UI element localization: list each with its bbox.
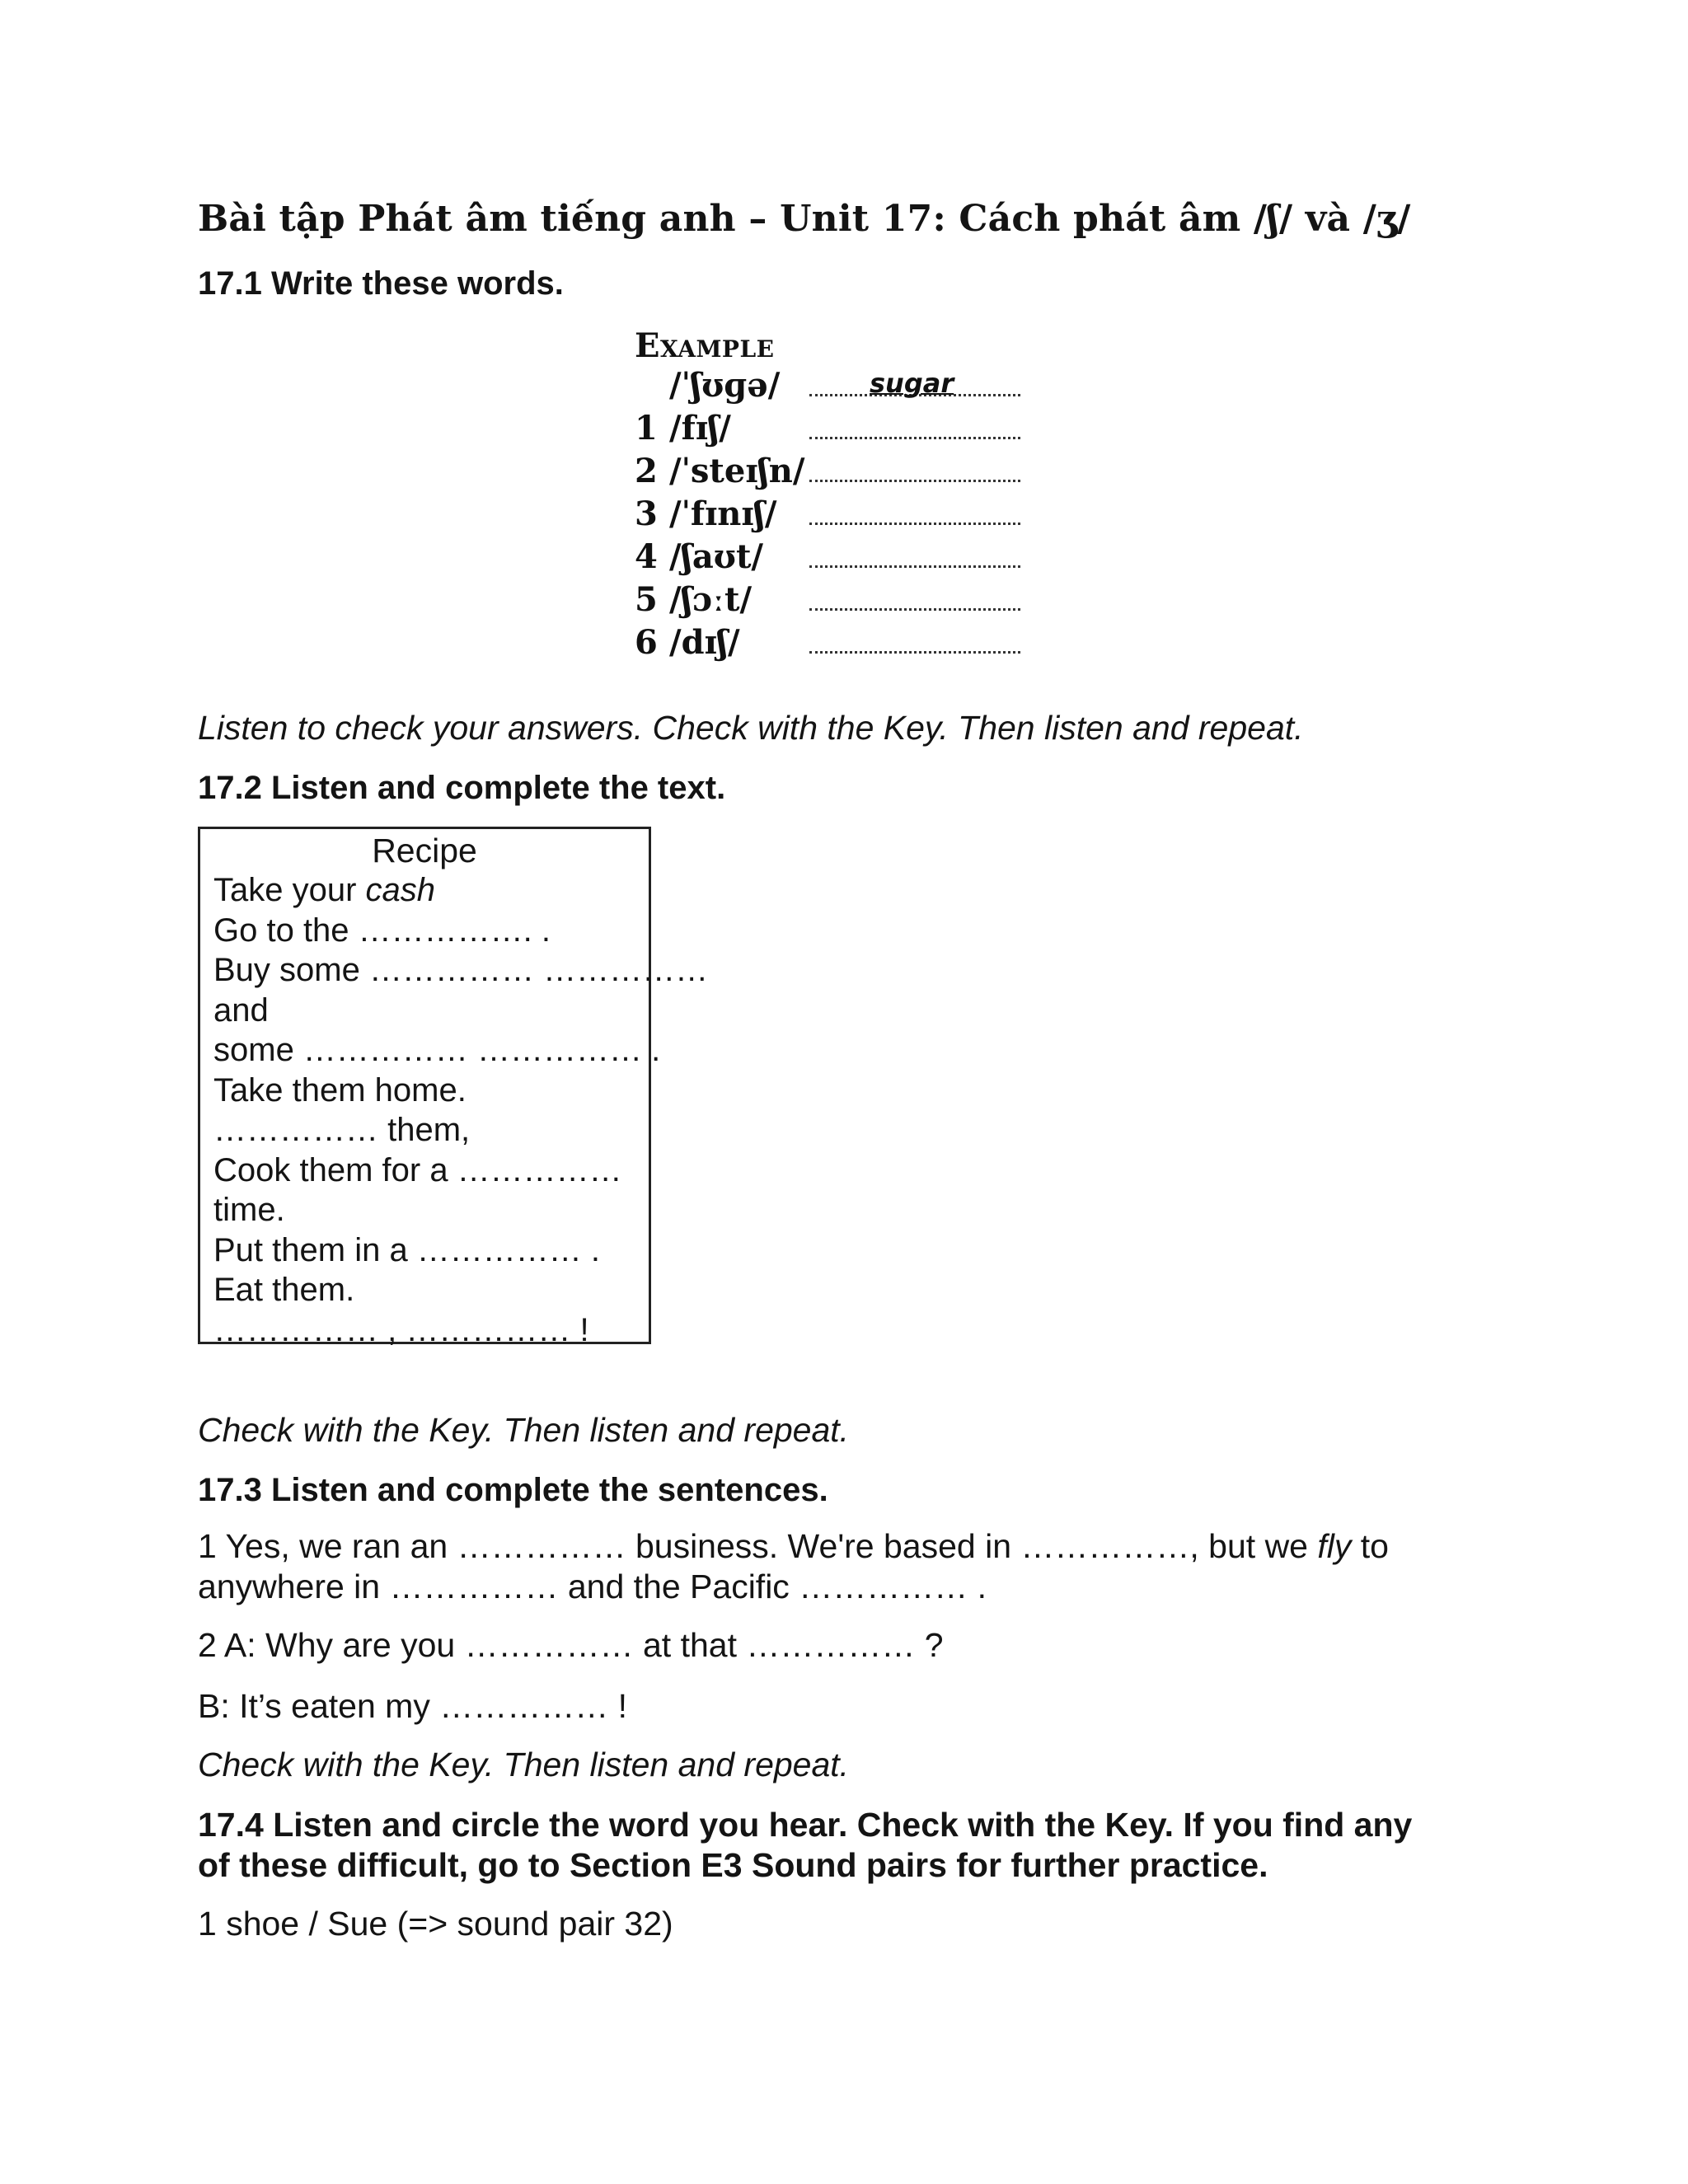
item-number: 5 [635,580,658,619]
answer-line [809,437,1020,439]
answer-line [809,480,1020,482]
recipe-title: Recipe [372,832,477,869]
exercise-17-3-heading: 17.3 Listen and complete the sentences. [198,1472,828,1508]
exercise-17-2-heading: 17.2 Listen and complete the text. [198,770,726,806]
recipe-line: Buy some …………… …………… [213,952,709,988]
item-ipa: /ˈsteɪʃn/ [669,452,805,490]
recipe-emphasis: cash [365,872,436,908]
ipa-item-2 [635,452,1030,493]
sentence-1-line-2: anywhere in …………… and the Pacific …………… . [198,1568,987,1605]
exercise-17-3-instruction: Check with the Key. Then listen and repeat. [198,1746,850,1783]
item-ipa: /fɪʃ/ [669,409,731,448]
recipe-line: Go to the ……………. . [213,912,551,949]
recipe-line: Cook them for a …………… [213,1151,622,1188]
recipe-line: Put them in a …………… . [213,1231,601,1268]
page-title: Bài tập Phát âm tiếng anh – Unit 17: Cách phát âm /ʃ/ và /ʒ/ [198,198,1411,240]
item-number: 3 [635,494,658,533]
ipa-item-4 [635,537,1030,579]
recipe-line: some …………… …………… . [213,1032,661,1068]
sentence-1-text: 1 Yes, we ran an …………… business. We're based in ……………, but we [198,1527,1318,1565]
sentence-1-emphasis: fly [1317,1527,1352,1565]
recipe-line: …………… , …………… ! [213,1311,589,1348]
exercise-17-4-item-1: 1 shoe / Sue (=> sound pair 32) [198,1905,673,1943]
sentence-1-text-end: to [1351,1527,1389,1565]
exercise-17-1-instruction: Listen to check your answers. Check with the Key. Then listen and repeat. [198,709,1304,747]
exercise-17-4-heading-line-2: of these difficult, go to Section E3 Sound pairs for further practice. [198,1846,1268,1884]
recipe-line: Take them home. [213,1071,467,1108]
exercise-17-1-heading: 17.1 Write these words. [198,265,564,302]
sentence-3: B: It’s eaten my …………… ! [198,1687,627,1725]
exercise-17-2-instruction: Check with the Key. Then listen and repeat. [198,1411,850,1449]
exercise-17-4-heading [198,1805,1412,1886]
recipe-box [198,827,709,1348]
item-number: 1 [635,409,658,448]
recipe-lines [213,870,708,1350]
example-ipa: /ˈʃʊɡə/ [669,366,781,405]
recipe-line-text: Take your [213,872,366,908]
item-number: 4 [635,537,658,576]
recipe-line: …………… them, [213,1112,471,1148]
ipa-item-3 [635,494,1030,536]
answer-line [809,565,1020,568]
example-answer: sugar [870,368,954,399]
ipa-item-1 [635,409,1030,450]
ipa-item-5 [635,580,1030,621]
sentence-1-line-1 [198,1526,1389,1567]
example-row [635,366,1030,407]
ipa-item-6 [635,623,1030,664]
item-ipa: /dɪʃ/ [669,623,740,662]
recipe-line: time. [213,1192,285,1228]
answer-line [809,608,1020,611]
recipe-line: Eat them. [213,1272,355,1308]
item-ipa: /ˈfɪnɪʃ/ [669,494,777,533]
answer-line [809,523,1020,525]
item-number: 2 [635,452,658,490]
sentence-1 [198,1526,1389,1607]
item-ipa: /ʃɔːt/ [669,580,753,619]
recipe-line: and [213,991,269,1029]
example-block [635,326,1030,673]
recipe-line [213,870,708,911]
sentence-2: 2 A: Why are you …………… at that …………… ? [198,1626,944,1664]
answer-line [809,651,1020,654]
item-number: 6 [635,623,658,662]
item-ipa: /ʃaʊt/ [669,537,764,576]
example-label: Example [635,326,775,365]
exercise-17-4-heading-line-1: 17.4 Listen and circle the word you hear. Check with the Key. If you find any [198,1806,1413,1844]
